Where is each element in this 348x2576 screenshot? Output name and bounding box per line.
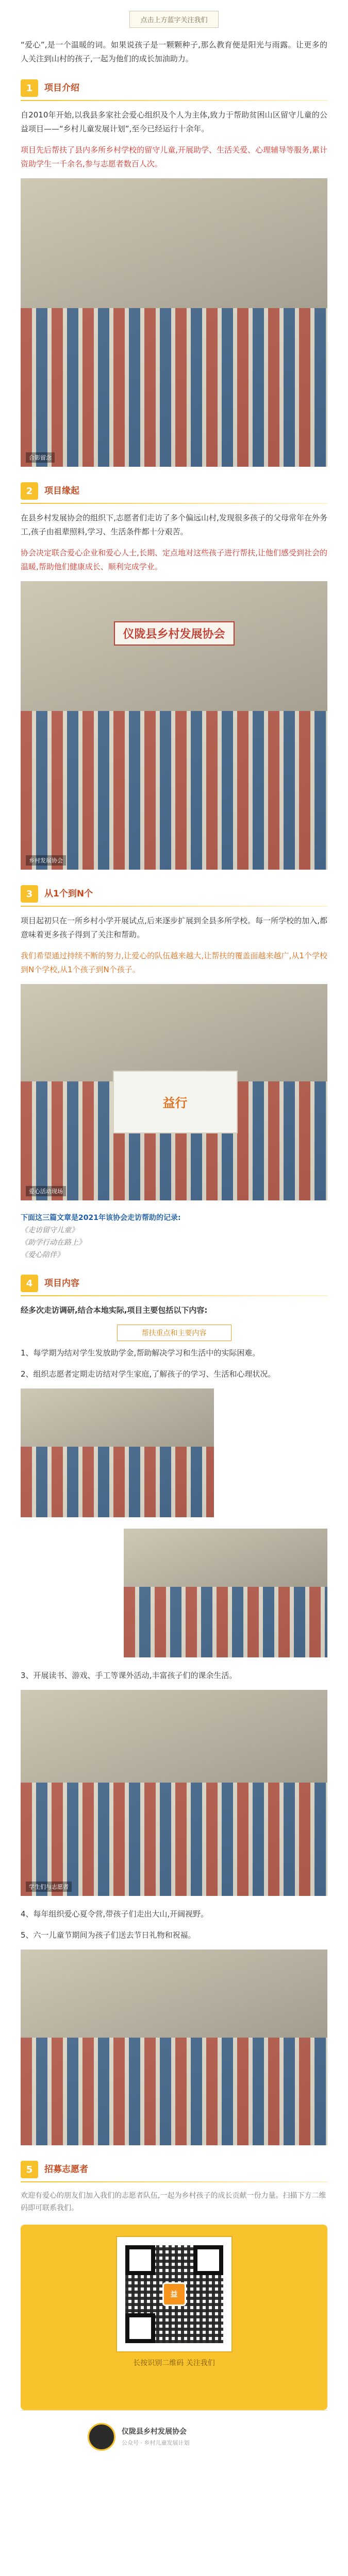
section-title-5: 招募志愿者 <box>44 2164 88 2175</box>
activity-photo-small[interactable] <box>21 1388 214 1517</box>
section-body-1 <box>0 108 348 171</box>
section-title-3: 从1个到N个 <box>44 889 93 899</box>
photo-people <box>21 711 327 870</box>
section-number-3: 3 <box>21 885 38 903</box>
account-name[interactable]: 仪陇县乡村发展协会 <box>122 2428 187 2436</box>
content-list <box>0 1907 348 1942</box>
list-item: 3、开展读书、游戏、手工等课外活动,丰富孩子们的课余生活。 <box>21 1671 237 1680</box>
related-articles <box>21 1212 327 1261</box>
section-heading-4 <box>0 1270 348 1299</box>
section-heading-2 <box>0 478 348 507</box>
section-body-3 <box>0 914 348 977</box>
paragraph-highlight: 协会决定联合爱心企业和爱心人士,长期、定点地对这些孩子进行帮扶,让他们感受到社会的温暖,帮助他们健康成长、顺利完成学业。 <box>21 548 327 571</box>
list-item: 5、六一儿童节期间为孩子们送去节日礼物和祝福。 <box>21 1930 196 1940</box>
qr-finder <box>125 2245 155 2275</box>
follow-pill[interactable]: 点击上方蓝字关注我们 <box>129 11 218 28</box>
qr-note: 长按识别二维码 关注我们 <box>133 2359 215 2367</box>
section-heading-1 <box>0 75 348 104</box>
photo-people <box>21 2038 327 2145</box>
photo-people <box>21 1447 214 1518</box>
group-photo-1[interactable] <box>21 178 327 467</box>
photo-caption: 学生们与志愿者 <box>26 1882 72 1892</box>
section-title-2: 项目缘起 <box>44 486 79 496</box>
association-sign: 仪陇县乡村发展协会 <box>113 621 234 646</box>
intro-block <box>0 38 348 66</box>
related-articles-lead: 下面这三篇文章是2021年该协会走访帮助的记录: <box>21 1214 181 1222</box>
list-item: 1、每学期为结对学生发放助学金,帮助解决学习和生活中的实际困难。 <box>21 1348 260 1358</box>
section-heading-3 <box>0 881 348 910</box>
avatar[interactable] <box>88 2423 115 2451</box>
list-item: 4、每年组织爱心夏令营,带孩子们走出大山,开阔视野。 <box>21 1909 209 1919</box>
article-link[interactable]: 《助学行动在路上》 <box>21 1239 86 1247</box>
account-subtitle: 公众号 · 乡村儿童发展计划 <box>122 2439 190 2446</box>
section-title-1: 项目介绍 <box>44 83 79 93</box>
intro-text: “爱心”,是一个温暖的词。如果说孩子是一颗颗种子,那么教育便是阳光与雨露。让更多的人关注到山村的孩子,一起为他们的成长加油助力。 <box>21 40 327 63</box>
article-link[interactable]: 《走访留守儿童》 <box>21 1226 78 1234</box>
section-divider <box>21 100 327 101</box>
photo-people <box>124 1587 327 1658</box>
list-item: 2、组织志愿者定期走访结对学生家庭,了解孩子的学习、生活和心理状况。 <box>21 1369 276 1379</box>
section-body-2 <box>0 511 348 574</box>
subheading-box: 帮扶重点和主要内容 <box>117 1325 231 1341</box>
section-body-4 <box>0 1303 348 1317</box>
content-list <box>0 1669 348 1683</box>
section-divider <box>21 503 327 504</box>
section-divider <box>21 906 327 907</box>
paragraph-highlight: 我们希望通过持续不断的努力,让爱心的队伍越来越大,让帮扶的覆盖面越来越广,从1个学校到N个学校,从1个孩子到N个孩子。 <box>21 951 327 974</box>
photo-caption: 乡村发展协会 <box>26 855 66 866</box>
paragraph-highlight: 项目先后帮扶了县内多所乡村学校的留守儿童,开展助学、生活关爱、心理辅导等服务,累计资助学生一千余名,参与志愿者数百人次。 <box>21 145 327 168</box>
org-banner: 益行 <box>113 1071 238 1133</box>
photo-caption: 爱心活动现场 <box>26 1186 66 1196</box>
account-footer <box>21 2410 327 2462</box>
paragraph: 自2010年开始,以我县多家社会爱心组织及个人为主体,致力于帮助贫困山区留守儿童的公益项目——“乡村儿童发展计划”,至今已经运行十余年。 <box>21 110 327 133</box>
qr-panel <box>21 2225 327 2410</box>
section-divider <box>21 2181 327 2182</box>
qr-logo-icon: 益 <box>162 2282 186 2306</box>
photo-caption: 合影留念 <box>26 452 55 463</box>
section-lead: 经多次走访调研,结合本地实际,项目主要包括以下内容: <box>21 1306 208 1315</box>
follow-bar <box>0 0 348 38</box>
section-number-2: 2 <box>21 482 38 500</box>
section-number-4: 4 <box>21 1275 38 1292</box>
recruit-text: 欢迎有爱心的朋友们加入我们的志愿者队伍,一起为乡村孩子的成长贡献一份力量。扫描下方二维码即可联系我们。 <box>21 2192 326 2212</box>
section-number-5: 5 <box>21 2161 38 2178</box>
banner-photo[interactable] <box>21 984 327 1200</box>
section-title-4: 项目内容 <box>44 1278 79 1289</box>
qr-finder <box>125 2313 155 2343</box>
content-list <box>0 1346 348 1381</box>
qr-finder <box>193 2245 223 2275</box>
activity-photo[interactable] <box>21 1690 327 1896</box>
qr-code[interactable] <box>117 2237 231 2351</box>
photo-people <box>21 308 327 467</box>
photo-people <box>21 1783 327 1896</box>
group-photo-2[interactable] <box>21 1950 327 2145</box>
paragraph: 在县乡村发展协会的组织下,志愿者们走访了多个偏远山村,发现很多孩子的父母常年在外务工,孩子由祖辈照料,学习、生活条件都十分艰苦。 <box>21 513 327 536</box>
section-number-1: 1 <box>21 79 38 97</box>
association-photo[interactable] <box>21 581 327 870</box>
activity-photo-small[interactable] <box>124 1529 327 1657</box>
section-heading-5 <box>0 2157 348 2185</box>
section-divider <box>21 1295 327 1296</box>
paragraph: 项目起初只在一所乡村小学开展试点,后来逐步扩展到全县多所学校。每一所学校的加入,都意味着更多孩子得到了关注和帮助。 <box>21 916 327 939</box>
article-link[interactable]: 《爱心陪伴》 <box>21 1251 64 1259</box>
